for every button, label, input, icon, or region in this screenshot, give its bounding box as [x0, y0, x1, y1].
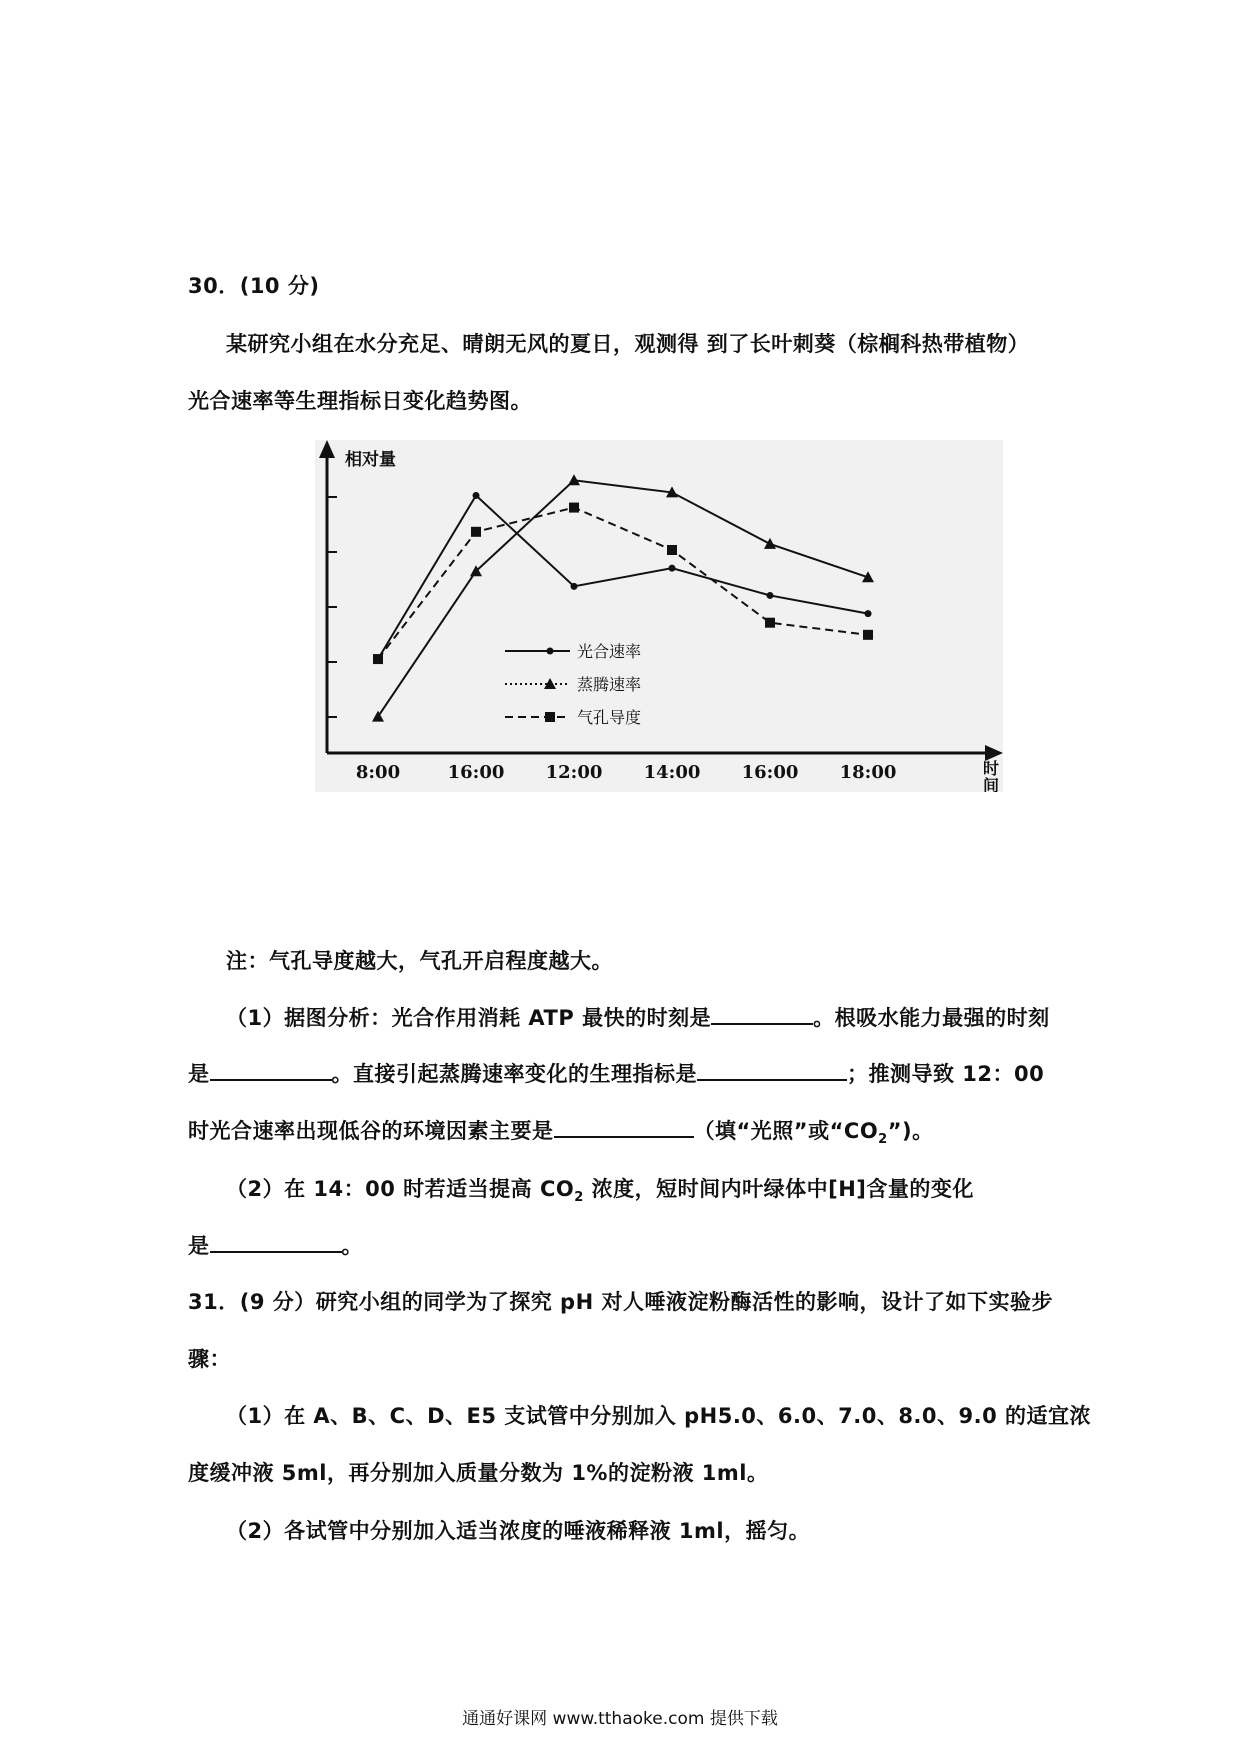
- q30-part2-text-c: 是: [188, 1234, 210, 1258]
- series-1-point-2: [568, 474, 580, 485]
- question-31-line1: 31．(9 分）研究小组的同学为了探究 pH 对人唾液淀粉酶活性的影响，设计了如下实验步: [188, 1290, 1053, 1314]
- legend-label-0: 光合速率: [577, 642, 642, 661]
- series-1-point-0: [372, 711, 384, 722]
- question-30-intro-line2: 光合速率等生理指标日变化趋势图。: [188, 389, 532, 413]
- co2-subscript: 2: [878, 1132, 888, 1148]
- y-axis-arrow-icon: [319, 440, 335, 458]
- x-tick-label-5: 18:00: [839, 762, 897, 783]
- legend-label-2: 气孔导度: [577, 708, 642, 727]
- series-0-point-3: [669, 565, 676, 572]
- q30-part2-text-a: （2）在 14：00 时若适当提高 CO: [226, 1177, 575, 1201]
- q30-part1-line2: [188, 1058, 1044, 1088]
- x-axis-label-char-1: 时: [983, 759, 1000, 778]
- legend-marker-2: [545, 712, 555, 722]
- q30-part1-line1: [226, 1002, 1050, 1032]
- series-line-0: [378, 495, 868, 659]
- q30-part2-text-b: 浓度，短时间内叶绿体中[H]含量的变化: [583, 1177, 974, 1201]
- x-tick-label-2: 12:00: [545, 762, 603, 783]
- series-0-point-2: [571, 583, 578, 590]
- q30-part1-text-e: ；推测导致 12：00: [847, 1062, 1045, 1086]
- x-axis-label: [983, 759, 1003, 792]
- question-30-header: 30．(10 分): [188, 274, 320, 298]
- q30-part1-line3: [188, 1115, 934, 1147]
- q30-part1-text-g: （填“光照”或“CO: [693, 1119, 879, 1143]
- series-2-point-3: [667, 545, 677, 555]
- answer-blank-1[interactable]: [711, 1005, 813, 1025]
- q30-part1-text-f: 时光合速率出现低谷的环境因素主要是: [188, 1119, 554, 1143]
- q31-step1-line1: （1）在 A、B、C、D、E5 支试管中分别加入 pH5.0、6.0、7.0、8.0、9.0 的适宜浓: [226, 1404, 1092, 1428]
- q30-part1-text-h: ”)。: [887, 1119, 934, 1143]
- answer-blank-5[interactable]: [210, 1233, 342, 1253]
- series-2-point-1: [471, 527, 481, 537]
- q30-part2-line2: [188, 1230, 363, 1260]
- legend-marker-0: [547, 648, 554, 655]
- trend-chart: [315, 440, 1003, 792]
- note-text: 注：气孔导度越大，气孔开启程度越大。: [226, 949, 613, 973]
- question-30-intro-line1: 某研究小组在水分充足、晴朗无风的夏日，观测得 到了长叶刺葵（棕榈科热带植物）: [226, 332, 1030, 356]
- series-1-point-4: [764, 538, 776, 549]
- series-0-point-5: [865, 610, 872, 617]
- question-31-line2: 骤：: [188, 1347, 231, 1371]
- series-2-point-0: [373, 654, 383, 664]
- co2-subscript-2: 2: [574, 1190, 584, 1206]
- footer-credit: 通通好课网 www.tthaoke.com 提供下载: [462, 1709, 778, 1729]
- x-tick-label-1: 16:00: [447, 762, 505, 783]
- q30-part1-text-c: 是: [188, 1062, 210, 1086]
- y-axis-label: 相对量: [345, 450, 396, 470]
- q30-part2-text-d: 。: [341, 1234, 363, 1258]
- q30-part1-text-a: （1）据图分析：光合作用消耗 ATP 最快的时刻是: [226, 1006, 712, 1030]
- series-2-point-4: [765, 618, 775, 628]
- q30-part1-text-d: 。直接引起蒸腾速率变化的生理指标是: [331, 1062, 697, 1086]
- q30-part1-text-b: 。根吸水能力最强的时刻: [813, 1006, 1050, 1030]
- answer-blank-4[interactable]: [554, 1118, 694, 1138]
- x-tick-label-3: 14:00: [643, 762, 701, 783]
- x-tick-label-0: 8:00: [355, 762, 401, 783]
- answer-blank-3[interactable]: [697, 1061, 847, 1081]
- series-0-point-1: [473, 492, 480, 499]
- series-2-point-5: [863, 630, 873, 640]
- x-axis-label-char-2: 间: [983, 776, 1000, 792]
- legend: [505, 642, 641, 727]
- series-line-2: [378, 508, 868, 660]
- legend-label-1: 蒸腾速率: [577, 675, 642, 694]
- x-tick-label-4: 16:00: [741, 762, 799, 783]
- series-0-point-4: [767, 592, 774, 599]
- q30-part2-line1: [226, 1173, 974, 1205]
- x-tick-labels: [356, 762, 896, 783]
- trend-chart-svg: [315, 440, 1003, 792]
- q31-step2-line1: （2）各试管中分别加入适当浓度的唾液稀释液 1ml，摇匀。: [226, 1519, 811, 1543]
- answer-blank-2[interactable]: [210, 1061, 332, 1081]
- series-2-point-2: [569, 503, 579, 513]
- q31-step1-line2: 度缓冲液 5ml，再分别加入质量分数为 1%的淀粉液 1ml。: [188, 1461, 769, 1485]
